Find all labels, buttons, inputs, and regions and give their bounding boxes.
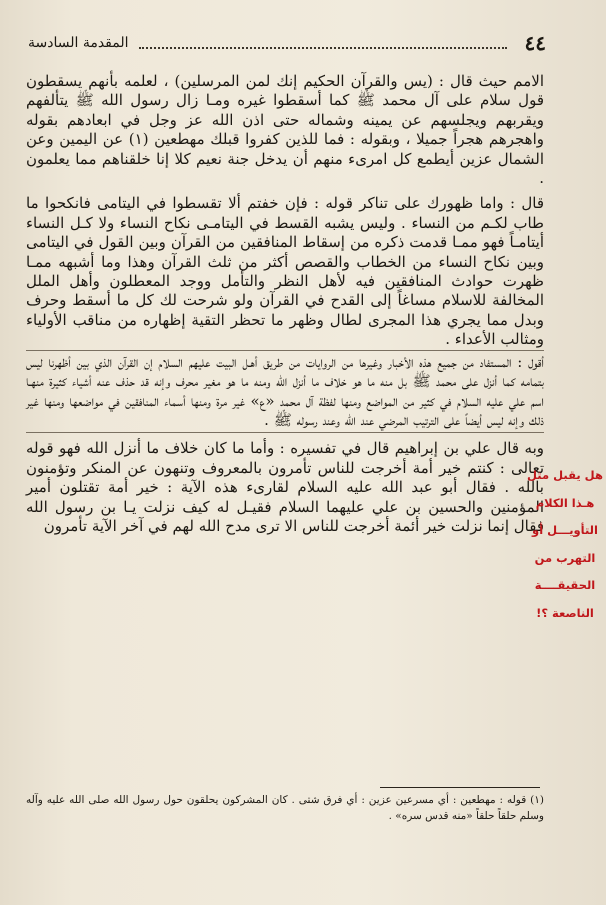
header-dotted-leader bbox=[139, 37, 507, 49]
body-text bbox=[26, 72, 544, 536]
footnote-divider bbox=[380, 787, 540, 788]
section-title: المقدمة السادسة bbox=[28, 35, 129, 51]
note-line: هل يقبل مثل bbox=[527, 468, 603, 482]
paragraph: قال : واما ظهورك على تناكر قوله : فإن خفتم ألا تقسطوا في اليتامى فانكحوا ما طاب لكـم من النساء . وليس يشبه القسط في اليتامـى نكاح النساء ولا كـل النساء أيتامـاً فهو ممـا قدمت ذكره من إسقاط المنافقين من القرآن وبين القول في اليتامى وبين نكاح النساء من الخطاب والقصص أكثر من ثلث القرآن وهذا وما أشبهه ممـا ظهرت حوادث المنافقين فيه لأهل النظر والتأمل ووجد المعطلون وأهل الملل المخالفة للاسلام مساغاً إلى القدح في القرآن ولو شرحت لك كل ما أسقط وحرف وبدل مما يجري هذا المجرى لطال وظهر ما تحظر التقية إظهاره من مناقب الأولياء ومثالب الأعداء . bbox=[26, 194, 544, 349]
note-line: الحقيقــــة bbox=[534, 578, 596, 592]
highlighted-paragraph: أقول : المستفاد من جميع هذه الأخبار وغيرها من الروايات من طريق أهـل البيت عليهم السلام إن القرآن الذي بين أظهرنا ليس بتمامه كما أنزل على محمد ﷺ بل منه ما هو خلاف ما أنزل الله ومنه ما هو مغير محرف وإنه قد حذف عنه أشياء كثيرة منهـا اسم علي عليه السلام في كثير من المواضع ومنها لفظة آل محمد «ع» غير مرة ومنها أسماء المنافقين في مواضعها ومنها غير ذلك وإنه ليس أيضاً على الترتيب المرضي عند الله وعند رسوله ﷺ . bbox=[26, 350, 544, 434]
note-line: التأويـــل أو bbox=[532, 523, 598, 537]
note-line: هـذا الكلام bbox=[535, 495, 595, 510]
paragraph: الامم حيث قال : (يس والقرآن الحكيم إنك لمن المرسلين) ، لعلمه بأنهم يسقطون قول سلام على آل محمد ﷺ كما أسقطوا غيره ومـا زال رسول الله ﷺ يتألفهم ويقربهم ويجلسهم عن يمينه وشماله حتى اذن الله عز وجل في ابعادهم بقوله واهجرهم هجراً جميلا ، وبقوله : فما للذين كفروا قبلك مهطعين (١) عن اليمين وعن الشمال عزين أيطمع كل امرىء منهم أن يدخل جنة نعيم كلا إنا خلقناهم مما يعلمون . bbox=[26, 72, 544, 188]
note-line: التهرب من bbox=[534, 550, 596, 565]
footnote: (١) قوله : مهطعين : أي مسرعين عزين : أي فرق شتى . كان المشركون يحلقون حول رسول الله صلى الله عليه وآله وسلم حلقاً حلقاً «منه قدس سره» . bbox=[26, 794, 544, 822]
note-line: الناصعة ؟! bbox=[536, 605, 594, 620]
paragraph: وبه قال علي بن إبراهيم قال في تفسيره : وأما ما كان خلاف ما أنزل الله فهو قوله تعالى : كنتم خير أمة أخرجت للناس تأمرون بالمعروف وتنهون عن المنكر وتؤمنون بالله . فقال أبو عبد الله عليه السلام لقارىء هذه الآية : خير أمة تقتلون أمير المؤمنين والحسين بن علي عليهما السلام فقيـل له كيف نزلت يـا بن رسول الله فقال إنما نزلت خير أئمة أخرجت للناس الا ترى مدح الله لهم في آخر الآية تأمرون bbox=[26, 439, 544, 535]
page-number: ٤٤ bbox=[524, 31, 546, 55]
red-margin-note bbox=[527, 462, 603, 627]
page-header bbox=[28, 30, 546, 56]
